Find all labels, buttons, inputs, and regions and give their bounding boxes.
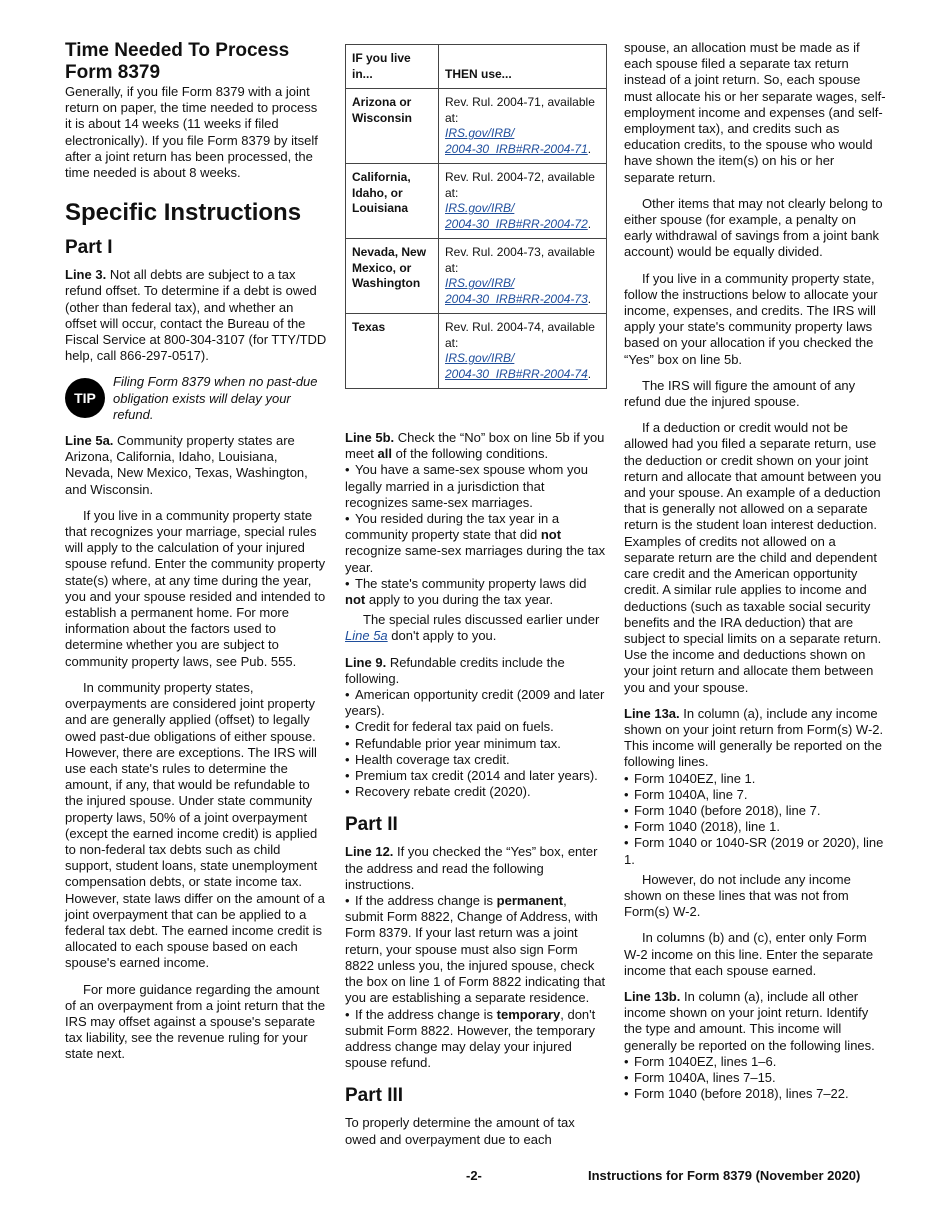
list-item: • Form 1040 (before 2018), line 7. bbox=[624, 803, 886, 819]
part-3-heading: Part III bbox=[345, 1085, 404, 1107]
ruling-text: Rev. Rul. 2004-73, available at: bbox=[445, 245, 595, 275]
ruling-link[interactable]: IRS.gov/IRB/ 2004-30_IRB#RR-2004-71 bbox=[445, 126, 588, 156]
line-5b-label: Line 5b. bbox=[345, 430, 395, 445]
list-item: • Refundable prior year minimum tax. bbox=[345, 736, 607, 752]
paragraph-community-property-2: In community property states, overpayments are considered joint property and are generally applied (offset) to legally owed past-due obligations of either spouse. However, there are exceptions. The IRS will use each state's rules to determine the amount, if any, that would be refundable to the injured spouse. Under state community property laws, 50% of a joint overpayment (except the earned income credit) is applied to non-federal tax debts such as child support, student loans, state unemployment compensation debts, or state income tax. However, state laws differ on the amount of a joint overpayment that can be applied to a federal tax debt. The earned income credit is allocated to each spouse based on each spouse's earned income. bbox=[65, 679, 325, 971]
irs-figure-paragraph: The IRS will figure the amount of any refund due the injured spouse. bbox=[624, 377, 856, 410]
part-2-heading: Part II bbox=[345, 814, 398, 836]
ruling-link[interactable]: IRS.gov/IRB/ 2004-30_IRB#RR-2004-72 bbox=[445, 201, 588, 231]
w2-exclusion-paragraph: However, do not include any income shown on these lines that was not from Form(s) W-2. bbox=[624, 871, 851, 920]
line-5b-paragraph: Line 5b. Check the “No” box on line 5b if you meet all of the following conditions. bbox=[345, 430, 605, 462]
line-9-paragraph: Line 9. Refundable credits include the following. bbox=[345, 654, 565, 686]
paragraph-time-needed: Generally, if you file Form 8379 with a joint return on paper, the time needed to process it is about 14 weeks (11 weeks if filed electronically). If you file Form 8379 by itself after a joint return has been processed, the time needed is about 8 weeks. bbox=[65, 84, 318, 181]
list-item: • Form 1040A, lines 7–15. bbox=[624, 1070, 886, 1086]
tip-box bbox=[65, 374, 327, 423]
paragraph-community-property-3: For more guidance regarding the amount of an overpayment from a joint return that the IRS may offset against a spouse's separate tax liability, see the revenue ruling for your state next. bbox=[65, 981, 326, 1062]
ruling-link[interactable]: IRS.gov/IRB/ 2004-30_IRB#RR-2004-74 bbox=[445, 351, 588, 381]
column-right bbox=[624, 40, 886, 1102]
line-5a-text: Community property states are Arizona, California, Idaho, Louisiana, Nevada, New Mexico, Texas, Washington, and Wisconsin. bbox=[65, 433, 308, 497]
table-row bbox=[346, 239, 607, 314]
table-cell-state: Texas bbox=[346, 314, 439, 389]
ruling-link[interactable]: IRS.gov/IRB/ 2004-30_IRB#RR-2004-73 bbox=[445, 276, 588, 306]
page-number: -2- bbox=[466, 1168, 482, 1183]
list-item: • If the address change is permanent, submit Form 8822, Change of Address, with Form 8379. If your last return was a joint return, your spouse must also sign Form 8822 unless you, the injured spouse, check the box on line 1 of Form 8822 indicating that you are establishing a separate residence. bbox=[345, 893, 607, 1006]
list-item: • Health coverage tax credit. bbox=[345, 752, 607, 768]
community-state-paragraph: If you live in a community property state, follow the instructions below to allocate your income, expenses, and credits. The IRS will apply your state's community property laws based on your allocation if you checked the “Yes” box on line 5b. bbox=[624, 270, 878, 367]
specific-instructions-heading: Specific Instructions bbox=[65, 199, 302, 227]
table-header-row bbox=[346, 45, 607, 89]
list-item: • If the address change is temporary, don't submit Form 8822. However, the temporary address change may delay your injured spouse refund. bbox=[345, 1007, 607, 1072]
table-cell-state: Arizona or Wisconsin bbox=[346, 89, 439, 164]
table-header-use: THEN use... bbox=[439, 45, 607, 89]
line-13a-paragraph: Line 13a. In column (a), include any income shown on your joint return from Form(s) W-2. This income will generally be reported on the following lines. bbox=[624, 705, 884, 770]
line-13b-paragraph: Line 13b. In column (a), include all other income shown on your joint return. Identify the type and amount. This income will generally be reported on the following lines. bbox=[624, 988, 875, 1053]
list-item: • The state's community property laws did not apply to you during the tax year. bbox=[345, 576, 607, 608]
part-3-paragraph: To properly determine the amount of tax owed and overpayment due to each bbox=[345, 1115, 575, 1147]
footer-title: Instructions for Form 8379 (November 2020) bbox=[588, 1168, 861, 1183]
line-9-label: Line 9. bbox=[345, 654, 387, 670]
table-cell-ruling: Rev. Rul. 2004-74, available at: IRS.gov/IRB/ 2004-30_IRB#RR-2004-74. bbox=[439, 314, 607, 389]
list-item: • You resided during the tax year in a community property state that did not recognize same-sex marriages during the tax year. bbox=[345, 511, 607, 576]
ruling-text: Rev. Rul. 2004-71, available at: bbox=[445, 95, 595, 125]
line-3-label: Line 3. bbox=[65, 267, 107, 283]
table-header-state: IF you live in... bbox=[346, 45, 439, 89]
line-12-label: Line 12. bbox=[345, 844, 394, 860]
other-items-paragraph: Other items that may not clearly belong to either spouse (for example, a penalty on early withdrawal of savings from a joint bank account) would be equally divided. bbox=[624, 195, 883, 260]
table-cell-state: California, Idaho, or Louisiana bbox=[346, 164, 439, 239]
list-item: • Form 1040 or 1040-SR (2019 or 2020), line 1. bbox=[624, 835, 886, 867]
list-item: • Premium tax credit (2014 and later years). bbox=[345, 768, 607, 784]
tip-text: Filing Form 8379 when no past-due obligation exists will delay your refund. bbox=[113, 374, 318, 422]
list-item: • American opportunity credit (2009 and later years). bbox=[345, 687, 607, 719]
deduction-paragraph: If a deduction or credit would not be allowed had you filed a separate return, use the deduction or credit shown on your joint return and allocate that amount between you and your spouse. An example of a deduction that is generally not allowed on a separate return is the student loan interest deduction. Examples of credits not allowed on a separate return are the child and dependent care credit and the American opportunity credit. A similar rule applies to income and deductions (such as taxable social security benefits and the IRA deduction) that are subject to special limits on a separate return. Use the income and deductions shown on your joint return and allocate them between you and your spouse. bbox=[624, 420, 882, 695]
ruling-text: Rev. Rul. 2004-72, available at: bbox=[445, 170, 595, 200]
list-item: • Form 1040 (before 2018), lines 7–22. bbox=[624, 1086, 886, 1102]
table-row bbox=[346, 164, 607, 239]
list-item: • Form 1040A, line 7. bbox=[624, 787, 886, 803]
line-13b-label: Line 13b. bbox=[624, 988, 681, 1004]
revenue-ruling-table bbox=[345, 44, 607, 389]
list-item: • Form 1040 (2018), line 1. bbox=[624, 819, 886, 835]
ruling-text: Rev. Rul. 2004-74, available at: bbox=[445, 320, 595, 350]
table-cell-ruling: Rev. Rul. 2004-73, available at: IRS.gov/IRB/ 2004-30_IRB#RR-2004-73. bbox=[439, 239, 607, 314]
table-cell-state: Nevada, New Mexico, or Washington bbox=[346, 239, 439, 314]
line-5a-label: Line 5a. bbox=[65, 433, 114, 449]
list-item: • Form 1040EZ, line 1. bbox=[624, 771, 886, 787]
tip-icon: TIP bbox=[65, 378, 105, 418]
line-12-paragraph: Line 12. If you checked the “Yes” box, enter the address and read the following instructions. bbox=[345, 844, 598, 892]
section-heading-time-needed: Time Needed To Process Form 8379 bbox=[65, 40, 290, 83]
line-3-text: Not all debts are subject to a tax refund offset. To determine if a debt is owed (other than federal tax), and whether an offset will occur, contact the Bureau of the Fiscal Service at 800-304-3107 (for TTY/TDD help, call 866-297-0517). bbox=[65, 267, 327, 364]
list-item: • You have a same-sex spouse whom you legally married in a jurisdiction that recognizes same-sex marriages. bbox=[345, 462, 607, 511]
line-5a-paragraph bbox=[65, 433, 327, 498]
list-item: • Recovery rebate credit (2020). bbox=[345, 784, 607, 800]
allocation-paragraph: spouse, an allocation must be made as if each spouse filed a separate tax return instead of a joint return. So, each spouse must allocate his or her separate wages, self-employment income and expenses (and self-employment tax), and credits such as education credits, to the spouse who would have shown the item(s) on his or her separate return. bbox=[624, 40, 886, 185]
table-row bbox=[346, 314, 607, 389]
line-3-paragraph bbox=[65, 267, 327, 364]
table-cell-ruling: Rev. Rul. 2004-72, available at: IRS.gov/IRB/ 2004-30_IRB#RR-2004-72. bbox=[439, 164, 607, 239]
table-row bbox=[346, 89, 607, 164]
list-item: • Form 1040EZ, lines 1–6. bbox=[624, 1054, 886, 1070]
line-5a-link[interactable]: Line 5a bbox=[345, 628, 388, 644]
special-rules-paragraph: The special rules discussed earlier under Line 5a don't apply to you. bbox=[345, 612, 600, 644]
part-1-heading: Part I bbox=[65, 237, 113, 259]
column-middle bbox=[345, 40, 607, 1148]
column-left bbox=[65, 40, 327, 1063]
columns-bc-paragraph: In columns (b) and (c), enter only Form W-2 income on this line. Enter the separate income that each spouse earned. bbox=[624, 930, 874, 978]
table-cell-ruling: Rev. Rul. 2004-71, available at: IRS.gov/IRB/ 2004-30_IRB#RR-2004-71. bbox=[439, 89, 607, 164]
line-13a-label: Line 13a. bbox=[624, 705, 680, 721]
list-item: • Credit for federal tax paid on fuels. bbox=[345, 719, 607, 735]
paragraph-community-property-1: If you live in a community property state that recognizes your marriage, special rules will apply to the calculation of your injured spouse refund. Enter the community property state(s) where, at any time during the year, you and your spouse resided and intended to establish a permanent home. For more information about the factors used to determine whether you are subject to community property laws, see Pub. 555. bbox=[65, 507, 326, 669]
